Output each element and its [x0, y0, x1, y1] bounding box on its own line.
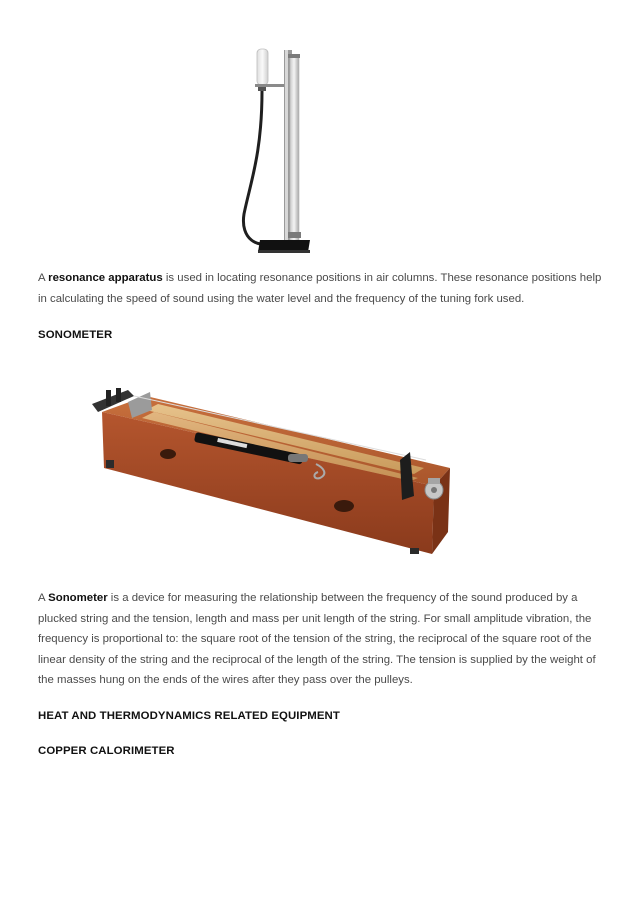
sonometer-heading: SONOMETER	[38, 329, 113, 341]
resonance-intro: A	[38, 272, 49, 284]
resonance-paragraph	[38, 268, 608, 309]
sonometer-image	[88, 382, 460, 560]
sonometer-text: is a device for measuring the relationship between the frequency of the sound produced by a plucked string and the tension, length and mass per unit length of the string. For small amplitude vibration, the frequency is proportional to: the square root of the tension of the string, the reciprocal of the square root of the linear density of the string and the reciprocal of the length of the string. The tension is supplied by the weight of the masses hung on the ends of the wires after they pass over the pulleys.	[38, 592, 596, 686]
sonometer-term: Sonometer	[48, 592, 108, 604]
resonance-term: resonance apparatus	[48, 272, 163, 284]
heat-section-heading: HEAT AND THERMODYNAMICS RELATED EQUIPMENT	[38, 710, 340, 722]
calorimeter-heading: COPPER CALORIMETER	[38, 745, 175, 757]
sonometer-paragraph	[38, 588, 608, 691]
resonance-apparatus-image	[228, 44, 318, 259]
sonometer-intro: A	[38, 592, 49, 604]
resonance-text: is used in locating resonance positions in air columns. These resonance positions help in calculating the speed of sound using the water level and the frequency of the tuning fork used.	[38, 272, 602, 305]
